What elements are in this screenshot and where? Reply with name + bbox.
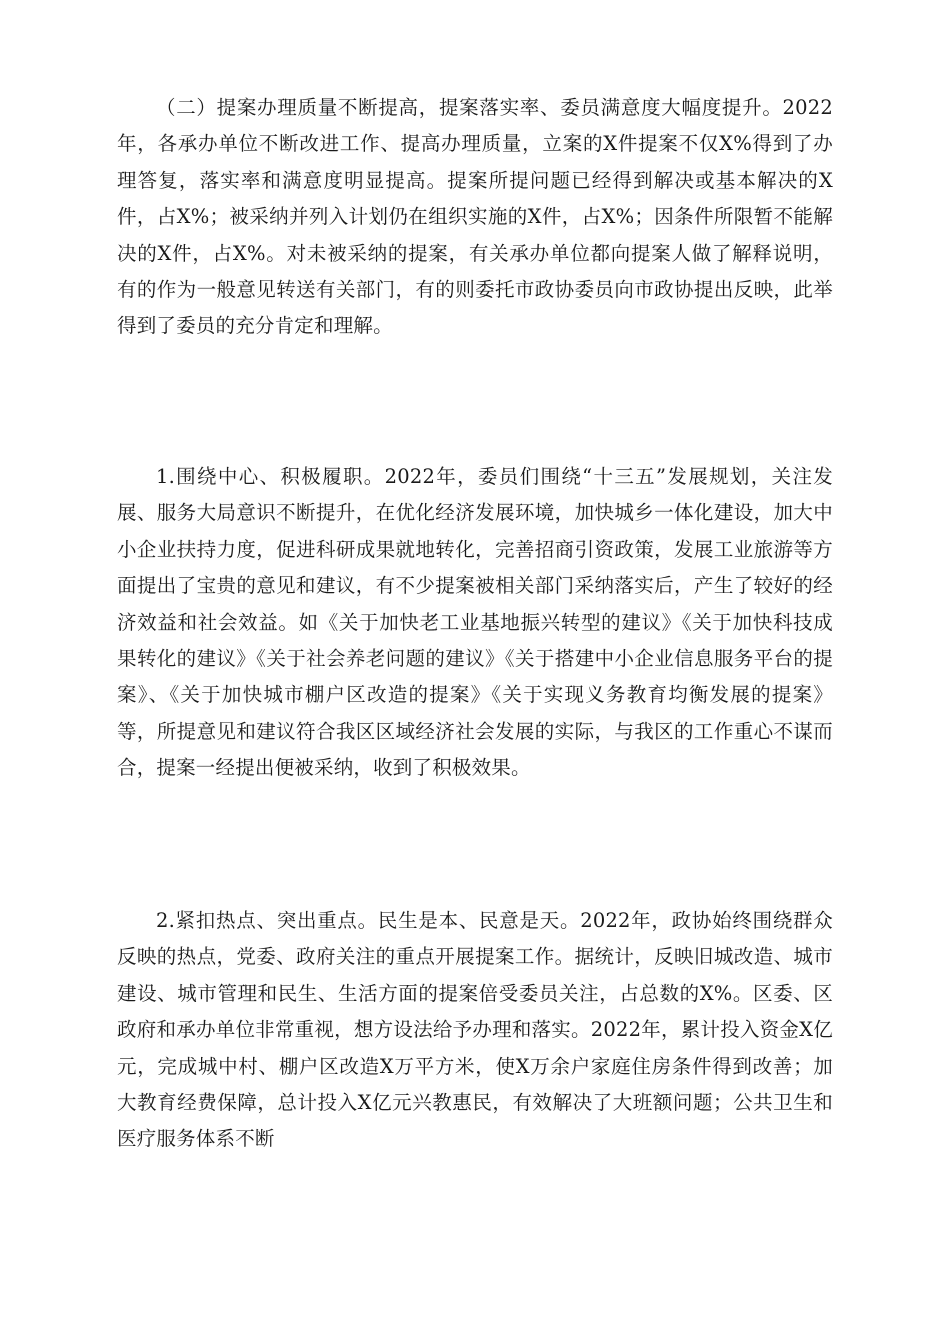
paragraph-proposal-quality: （二）提案办理质量不断提高，提案落实率、委员满意度大幅度提升。2022年，各承办单位不断改进工作、提高办理质量，立案的X件提案不仅X%得到了办理答复，落实率和满意度明显提高。提案所提问题已经得到解决或基本解决的X件，占X%；被采纳并列入计划仍在组织实施的X件，占X%；因条件所限暂不能解决的X件，占X%。对未被采纳的提案，有关承办单位都向提案人做了解释说明，有的作为一般意见转送有关部门，有的则委托市政协委员向市政协提出反映，此举得到了委员的充分肯定和理解。 <box>117 96 833 338</box>
paragraph-hotspots-focus: 2.紧扣热点、突出重点。民生是本、民意是天。2022年，政协始终围绕群众反映的热点，党委、政府关注的重点开展提案工作。据统计，反映旧城改造、城市建设、城市管理和民生、生活方面的提案倍受委员关注，占总数的X%。区委、区政府和承办单位非常重视，想方设法给予办理和落实。2022年，累计投入资金X亿元，完成城中村、棚户区改造X万平方米，使X万余户家庭住房条件得到改善；加大教育经费保障，总计投入X亿元兴教惠民，有效解决了大班额问题；公共卫生和医疗服务体系不断 <box>117 909 833 1151</box>
paragraph-centering-on-center: 1.围绕中心、积极履职。2022年，委员们围绕“十三五”发展规划，关注发展、服务大局意识不断提升，在优化经济发展环境，加快城乡一体化建设，加大中小企业扶持力度，促进科研成果就地转化，完善招商引资政策，发展工业旅游等方面提出了宝贵的意见和建议，有不少提案被相关部门采纳落实后，产生了较好的经济效益和社会效益。如《关于加快老工业基地振兴转型的建议》《关于加快科技成果转化的建议》《关于社会养老问题的建议》《关于搭建中小企业信息服务平台的提案》、《关于加快城市棚户区改造的提案》《关于实现义务教育均衡发展的提案》等，所提意见和建议符合我区区域经济社会发展的实际，与我区的工作重心不谋而合，提案一经提出便被采纳，收到了积极效果。 <box>117 465 833 780</box>
